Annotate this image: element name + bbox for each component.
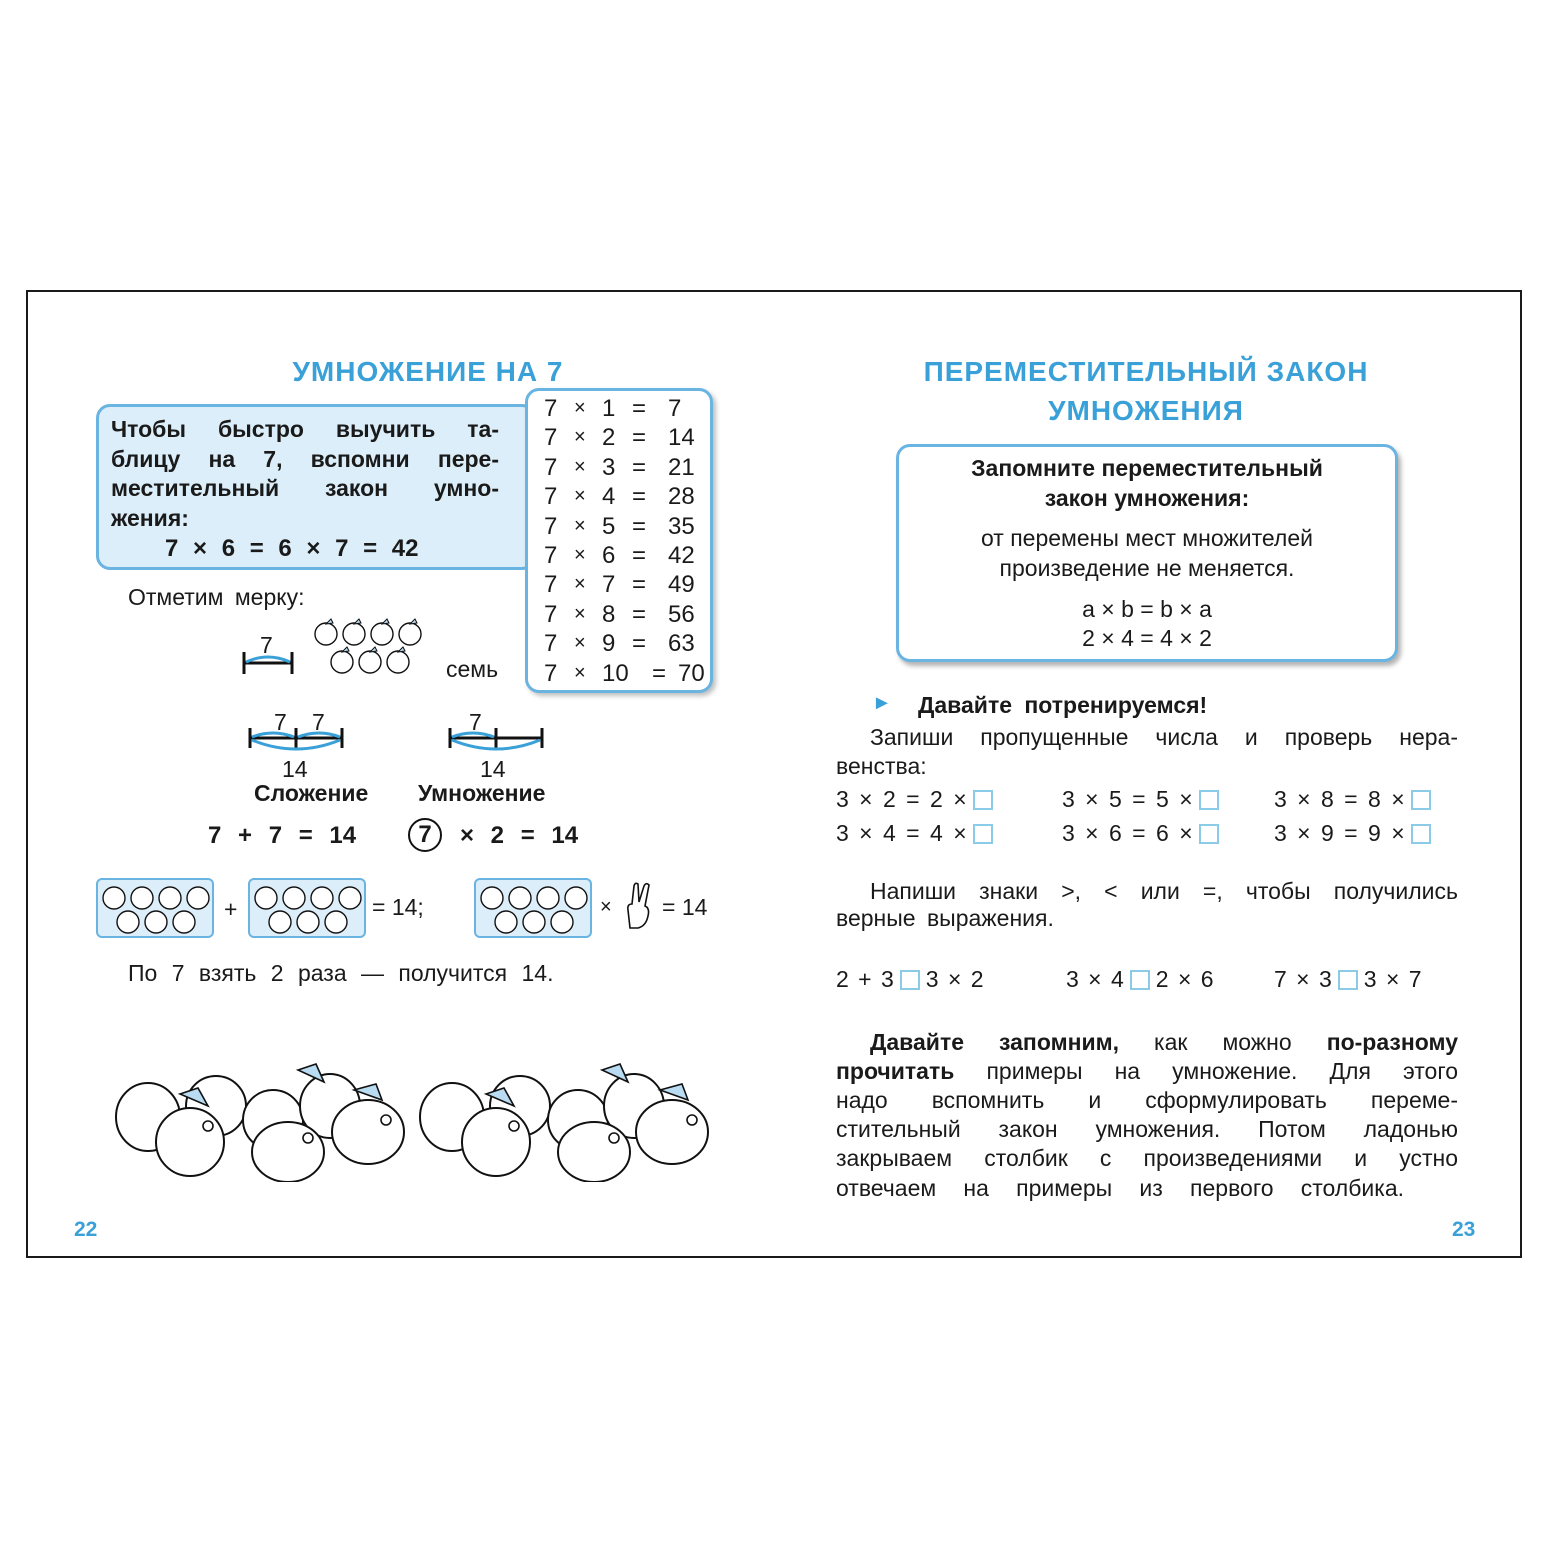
table-cell-eq: = <box>632 600 647 628</box>
right-page-title-line1: ПЕРЕМЕСТИТЕЛЬНЫЙ ЗАКОН <box>923 356 1369 387</box>
rule-line-1: Чтобы быстро выучить та- <box>111 416 499 442</box>
multiplication-equation: × 2 = 14 <box>460 822 579 849</box>
table-cell-b: 3 <box>602 453 616 481</box>
plus-sign: + <box>224 896 238 922</box>
book-spread <box>26 290 1522 1258</box>
table-cell-eq: = <box>632 630 647 658</box>
task1-line2: венства: <box>836 753 927 779</box>
table-cell-eq: = <box>652 659 667 687</box>
compare-2 <box>1066 966 1214 993</box>
practice-heading: Давайте потренируемся! <box>918 692 1208 718</box>
table-cell-a: 7 <box>544 542 558 569</box>
multiplication-label: Умножение <box>418 780 546 806</box>
table-cell-b: 8 <box>602 600 616 628</box>
apple-group-1 <box>96 878 214 938</box>
table-cell-eq: = <box>632 512 647 540</box>
remember-line6: отвечаем на примеры из первого столбика. <box>836 1175 1404 1201</box>
table-row <box>528 542 708 571</box>
exercise-4-text: 3 × 4 = 4 × <box>836 820 967 846</box>
table-cell-op: × <box>574 485 586 508</box>
answer-box-5[interactable] <box>1199 824 1219 844</box>
mult-measure-14: 14 <box>480 756 506 782</box>
table-cell-eq: = <box>632 395 647 422</box>
commutative-law-box <box>896 444 1398 662</box>
law-body-1: от перемены мест множителей <box>981 525 1313 551</box>
table-row <box>528 660 708 689</box>
right-page-number: 23 <box>1452 1218 1476 1241</box>
addition-label: Сложение <box>254 780 369 806</box>
answer-box-2[interactable] <box>1199 790 1219 810</box>
compare-1 <box>836 966 984 993</box>
compare-3-right: 3 × 7 <box>1363 966 1422 992</box>
table-cell-b: 1 <box>602 395 616 422</box>
rule-box <box>96 404 536 570</box>
table-cell-a: 7 <box>544 630 558 658</box>
circled-seven: 7 <box>408 818 442 852</box>
conclusion-text: По 7 взять 2 раза — получится 14. <box>128 960 554 986</box>
compare-2-right: 2 × 6 <box>1155 966 1214 992</box>
table-cell-a: 7 <box>544 571 558 599</box>
table-cell-b: 5 <box>602 512 616 540</box>
apple-group-3-drawing <box>476 880 592 938</box>
table-cell-op: × <box>574 514 586 537</box>
table-cell-b: 9 <box>602 630 616 658</box>
task2-line1: Напиши знаки >, < или =, чтобы получились <box>870 878 1458 904</box>
table-cell-eq: = <box>632 483 647 511</box>
table-cell-b: 4 <box>602 483 616 511</box>
addition-result: = 14; <box>372 894 424 920</box>
table-cell-r: 7 <box>668 395 682 422</box>
table-cell-b: 7 <box>602 571 616 599</box>
apple-group-2-drawing <box>250 880 366 938</box>
left-page-title: УМНОЖЕНИЕ НА 7 <box>292 356 564 387</box>
table-cell-op: × <box>574 544 586 566</box>
table-cell-r: 28 <box>668 483 695 511</box>
exercise-1 <box>836 786 993 813</box>
compare-box-2[interactable] <box>1130 970 1150 990</box>
compare-3-left: 7 × 3 <box>1274 966 1332 992</box>
law-body-2: произведение не меняется. <box>999 555 1295 581</box>
answer-box-1[interactable] <box>973 790 993 810</box>
table-cell-eq: = <box>632 542 647 569</box>
task2-line2: верные выражения. <box>836 905 1054 931</box>
remember-line4: стительный закон умножения. Потом ладонью <box>836 1116 1458 1142</box>
table-cell-r: 14 <box>668 424 695 452</box>
table-cell-r: 49 <box>668 571 695 599</box>
compare-box-1[interactable] <box>900 970 920 990</box>
table-cell-r: 35 <box>668 512 695 540</box>
table-cell-b: 10 <box>602 659 629 687</box>
apples-illustration <box>108 1052 728 1182</box>
exercise-4 <box>836 820 993 847</box>
rule-line-3: местительный закон умно- <box>111 475 499 501</box>
times-sign: × <box>600 896 612 918</box>
compare-1-right: 3 × 2 <box>925 966 984 992</box>
seven-word: семь <box>446 656 499 682</box>
remember-line5: закрываем столбик с произведениями и устно <box>836 1145 1458 1171</box>
table-cell-b: 2 <box>602 424 616 452</box>
exercise-2 <box>1062 786 1219 813</box>
table-cell-op: × <box>574 426 586 449</box>
task1-line1: Запиши пропущенные числа и проверь нера- <box>870 724 1458 750</box>
add-measure-7a: 7 <box>274 709 287 735</box>
rule-line-2: блицу на 7, вспомни пере- <box>111 445 499 472</box>
multiplication-result: = 14 <box>662 894 708 920</box>
remember-line1 <box>870 1028 1458 1057</box>
rule-line-4: жения: <box>111 504 189 531</box>
compare-2-left: 3 × 4 <box>1066 966 1124 992</box>
seven-apples-drawing <box>310 618 434 680</box>
add-measure-7b: 7 <box>312 709 325 735</box>
mult-measure-7: 7 <box>469 709 482 735</box>
remember-bold-3: прочитать <box>836 1058 955 1084</box>
remember-bold-1: Давайте запомним, <box>870 1029 1120 1055</box>
law-formula-2: 2 × 4 = 4 × 2 <box>1082 625 1212 651</box>
table-cell-eq: = <box>632 571 647 599</box>
table-row <box>528 454 708 483</box>
table-cell-op: × <box>574 573 586 596</box>
measure-segment <box>240 648 296 678</box>
table-row <box>528 513 708 542</box>
add-measure-14: 14 <box>282 756 308 782</box>
exercise-5 <box>1062 820 1219 847</box>
answer-box-3[interactable] <box>1411 790 1431 810</box>
table-cell-op: × <box>574 632 586 655</box>
table-cell-a: 7 <box>544 600 558 628</box>
compare-3 <box>1274 966 1422 993</box>
measure-7-label: 7 <box>260 632 273 658</box>
remember-text-1: как можно <box>1119 1029 1327 1055</box>
apple-group-3 <box>474 878 592 938</box>
exercise-3-text: 3 × 8 = 8 × <box>1274 786 1405 812</box>
mark-label: Отметим мерку: <box>128 584 305 610</box>
table-cell-op: × <box>574 455 586 478</box>
table-cell-a: 7 <box>544 659 558 687</box>
law-heading-2: закон умножения: <box>1044 485 1250 511</box>
table-cell-a: 7 <box>544 395 558 422</box>
left-page-number: 22 <box>74 1218 98 1241</box>
compare-1-left: 2 + 3 <box>836 966 894 992</box>
addition-equation: 7 + 7 = 14 <box>208 822 357 849</box>
right-page-title-line2: УМНОЖЕНИЯ <box>1048 395 1244 426</box>
table-cell-r: 21 <box>668 453 695 481</box>
rule-text <box>111 415 499 533</box>
exercise-6-text: 3 × 9 = 9 × <box>1274 820 1405 846</box>
remember-line3: надо вспомнить и сформулировать переме- <box>836 1087 1458 1113</box>
table-cell-a: 7 <box>544 512 558 540</box>
table-row <box>528 395 708 424</box>
table-cell-b: 6 <box>602 542 616 569</box>
table-cell-a: 7 <box>544 453 558 481</box>
rule-equation: 7 × 6 = 6 × 7 = 42 <box>165 535 419 562</box>
multiplication-table <box>525 388 713 693</box>
table-cell-r: 63 <box>668 630 695 658</box>
table-cell-a: 7 <box>544 424 558 452</box>
table-cell-a: 7 <box>544 483 558 511</box>
table-cell-eq: = <box>632 424 647 452</box>
table-cell-r: 56 <box>668 600 695 628</box>
remember-text-2: примеры на умножение. Для этого <box>954 1058 1458 1084</box>
two-fingers-icon <box>620 882 654 930</box>
practice-marker-icon: ► <box>872 692 892 714</box>
exercise-6 <box>1274 820 1431 847</box>
exercise-5-text: 3 × 6 = 6 × <box>1062 820 1193 846</box>
apple-group-1-drawing <box>98 880 214 938</box>
compare-box-3[interactable] <box>1338 970 1358 990</box>
answer-box-6[interactable] <box>1411 824 1431 844</box>
table-cell-eq: = <box>632 453 647 481</box>
exercise-1-text: 3 × 2 = 2 × <box>836 786 967 812</box>
remember-bold-2: по-разному <box>1326 1029 1458 1055</box>
exercise-2-text: 3 × 5 = 5 × <box>1062 786 1193 812</box>
law-formula-1: a × b = b × a <box>1082 596 1212 622</box>
table-cell-r: 42 <box>668 542 695 569</box>
table-cell-op: × <box>574 397 586 419</box>
table-row <box>528 630 708 659</box>
table-row <box>528 424 708 453</box>
answer-box-4[interactable] <box>973 824 993 844</box>
law-heading-1: Запомните переместительный <box>971 455 1323 481</box>
table-cell-r: 70 <box>678 659 705 687</box>
apple-group-2 <box>248 878 366 938</box>
table-cell-op: × <box>574 661 586 684</box>
table-row <box>528 571 708 600</box>
table-row <box>528 483 708 512</box>
remember-line2 <box>836 1057 1458 1086</box>
exercise-3 <box>1274 786 1431 813</box>
table-cell-op: × <box>574 602 586 625</box>
table-row <box>528 601 708 630</box>
